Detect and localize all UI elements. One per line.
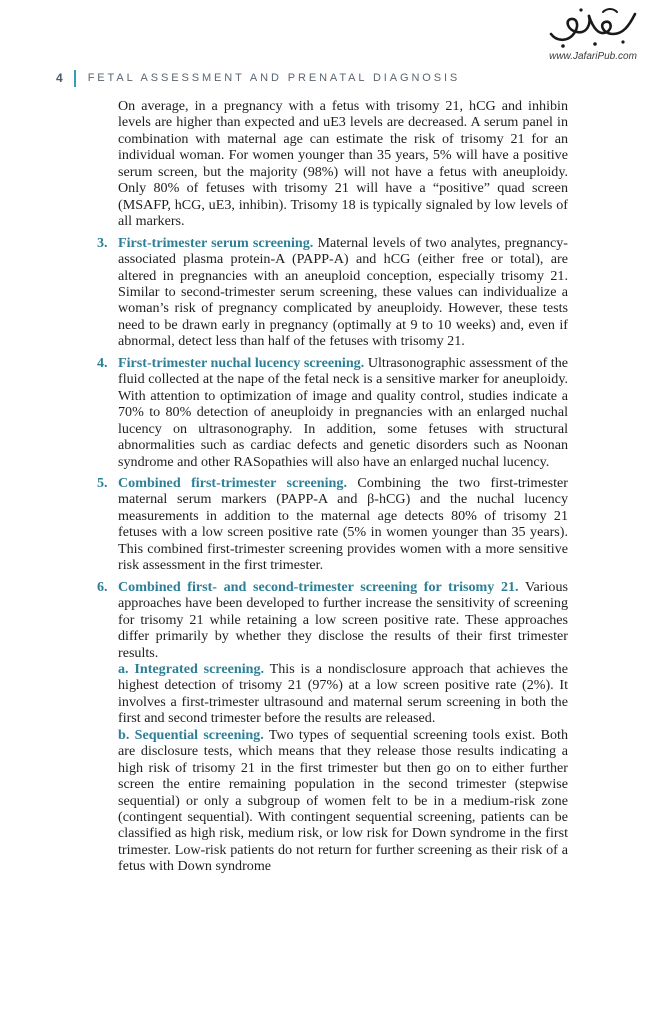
subitem-sequential (118, 727, 568, 875)
subitem-text: Two types of sequential screening tools exist. Both are disclosure tests, which means that they release those results indicating a high risk of trisomy 21 in the first trimester but then go on to either further screen the entire remaining population in the second trimester (stepwise sequential) or only a subgroup of women felt to be in a medium-risk zone (contingent sequential). With contingent sequential screening, patients can be classified as high risk, medium risk, or low risk for Down syndrome in the first trimester. Low-risk patients do not return for further screening as their risk of a fetus with Down syndrome (118, 726, 568, 875)
list-item-6 (97, 578, 568, 875)
running-head (56, 68, 460, 88)
subitem-text: This is a nondisclosure approach that achieves the highest detection of trisomy 21 (97%) at a low screen positive rate (2%). It involves a first-trimester ultrasound and maternal serum screening in both the first and second trimester before the results are released. (118, 660, 568, 727)
subitem-integrated (118, 661, 568, 727)
item-text: Various approaches have been developed to further increase the sensitivity of screening for trisomy 21 while retaining a low screen positive rate. These approaches differ primarily by whether they disclose the results of their first trimester results. (118, 578, 568, 661)
list-item-5 (97, 474, 568, 574)
body-text (97, 98, 569, 875)
chapter-title: FETAL ASSESSMENT AND PRENATAL DIAGNOSIS (87, 72, 461, 84)
publisher-url: www.JafariPub.com (549, 51, 637, 62)
publisher-logo (538, 4, 648, 66)
item-text: Combining the two first-trimester maternal serum markers (PAPP-A and β-hCG) and the nuchal lucency measurements in addition to the maternal age detects 80% of trisomy 21 fetuses with a low screen positive rate (5% in women younger than 35 years). This combined first-trimester screening provides women with a more sensitive risk assessment in the first trimester. (118, 474, 568, 574)
item-text: Maternal levels of two analytes, pregnancy-associated plasma protein-A (PAPP-A) and hCG (either free or total), are altered in pregnancies with an aneuploid conception, especially trisomy 21. Similar to second-trimester serum screening, these values can individualize a woman’s risk of pregnancy complicated by aneuploidy. However, these tests need to be drawn early in pregnancy (optimally at 9 to 10 weeks) and, even if abnormal, detect less than half of the fetuses with trisomy 21. (118, 234, 569, 350)
subitem-title: a. Integrated screening. (118, 660, 265, 677)
item-number: 3. (97, 234, 108, 251)
subitem-title: b. Sequential screening. (118, 726, 264, 743)
item-title: First-trimester nuchal lucency screening. (118, 354, 365, 371)
list-item-4 (97, 354, 568, 470)
item-title: Combined first-trimester screening. (118, 474, 347, 491)
item-number: 5. (97, 474, 108, 491)
item-text: Ultrasonographic assessment of the fluid collected at the nape of the fetal neck is a sensitive marker for aneuploidy. With attention to optimization of image and quality control, studies indicate a 70% to 80% detection of aneuploidy in pregnancies with an enlarged nuchal lucency on ultrasonography. In addition, some fetuses with structural abnormalities such as cardiac defects and genetic disorders such as Noonan syndrome and other RASopathies will also have an enlarged nuchal lucency. (118, 354, 568, 470)
list-item-3 (97, 234, 569, 350)
calligraphy-logo-icon (543, 4, 643, 50)
item-number: 6. (97, 578, 108, 595)
item-title: Combined first- and second-trimester screening for trisomy 21. (118, 578, 519, 595)
item-title: First-trimester serum screening. (118, 234, 314, 251)
intro-paragraph: On average, in a pregnancy with a fetus with trisomy 21, hCG and inhibin levels are higher than expected and uE3 levels are decreased. A serum panel in combination with maternal age can estimate the risk of trisomy 21 for an individual woman. For women younger than 35 years, 5% will have a positive serum screen, but the majority (98%) will not have a fetus with aneuploidy. Only 80% of fetuses with trisomy 21 will have a “positive” quad screen (MSAFP, hCG, uE3, inhibin). Trisomy 18 is typically signaled by low levels of all markers. (118, 98, 568, 230)
page-number: 4 (56, 71, 63, 85)
header-divider (74, 70, 76, 87)
item-number: 4. (97, 354, 108, 371)
